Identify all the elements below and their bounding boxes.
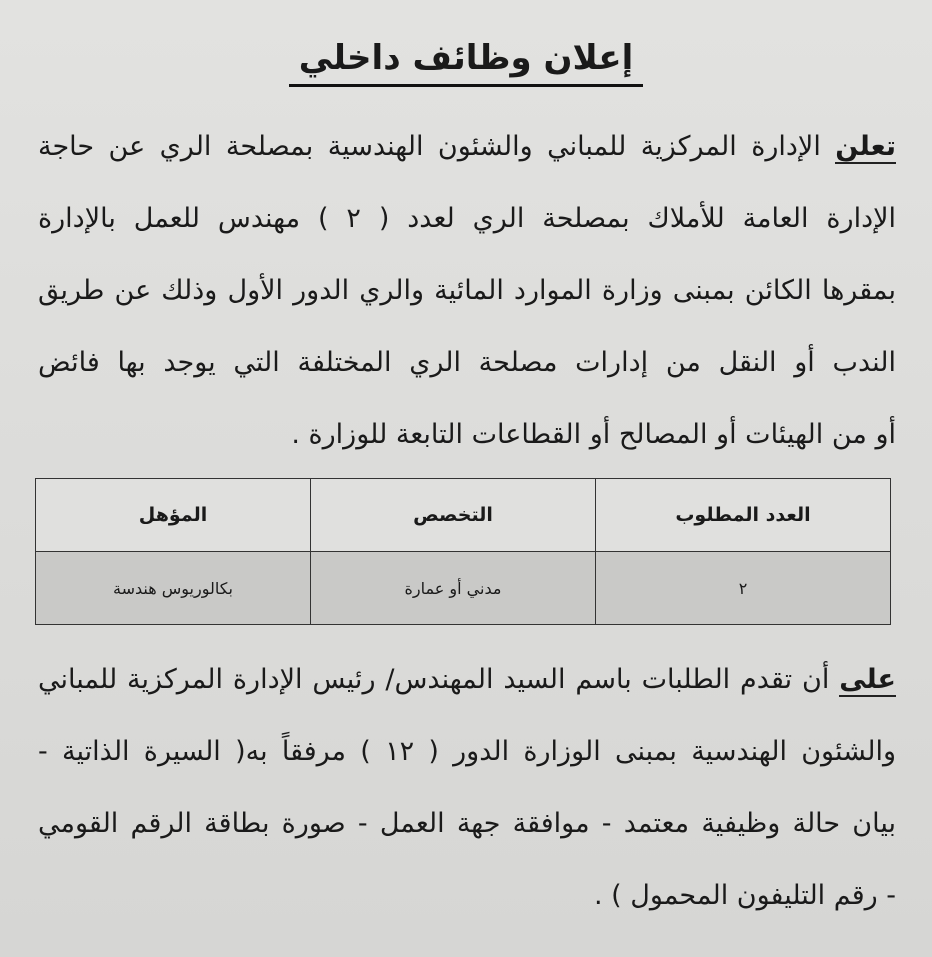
text-line: أو من الهيئات أو المصالح أو القطاعات التابعة للوزارة . [291, 419, 896, 450]
cell-qualification: بكالوريوس هندسة [36, 552, 311, 625]
document-title [0, 38, 932, 78]
title-text: إعلان وظائف داخلي [289, 38, 643, 87]
lead-word: تعلن [835, 131, 896, 162]
table-row [36, 552, 891, 625]
text-line: بمقرها الكائن بمبنى وزارة الموارد المائية والري الدور الأول وذلك عن طريق [38, 275, 896, 306]
header-specialization: التخصص [311, 479, 596, 552]
line-text: الإدارة المركزية للمباني والشئون الهندسية بمصلحة الري عن حاجة [38, 131, 821, 162]
cell-specialization: مدني أو عمارة [311, 552, 596, 625]
cell-count: ٢ [596, 552, 891, 625]
text-line [38, 644, 896, 716]
line-text: أن تقدم الطلبات باسم السيد المهندس/ رئيس الإدارة المركزية للمباني [38, 664, 830, 695]
table-header-row [36, 479, 891, 552]
text-line: الندب أو النقل من إدارات مصلحة الري المختلفة التي يوجد بها فائض [38, 347, 896, 378]
lead-word: على [839, 664, 896, 695]
jobs-table [35, 478, 891, 625]
announcement-paragraph [38, 111, 896, 471]
text-line [38, 111, 896, 183]
text-line: - رقم التليفون المحمول ) . [593, 880, 896, 911]
text-line: والشئون الهندسية بمبنى الوزارة الدور ( ١٢ ) مرفقاً به( السيرة الذاتية - [38, 736, 896, 767]
header-required-count: العدد المطلوب [596, 479, 891, 552]
application-paragraph [38, 644, 896, 932]
text-line: بيان حالة وظيفية معتمد - موافقة جهة العمل - صورة بطاقة الرقم القومي [38, 808, 896, 839]
text-line: الإدارة العامة للأملاك بمصلحة الري لعدد ( ٢ ) مهندس للعمل بالإدارة [38, 203, 896, 234]
header-qualification: المؤهل [36, 479, 311, 552]
